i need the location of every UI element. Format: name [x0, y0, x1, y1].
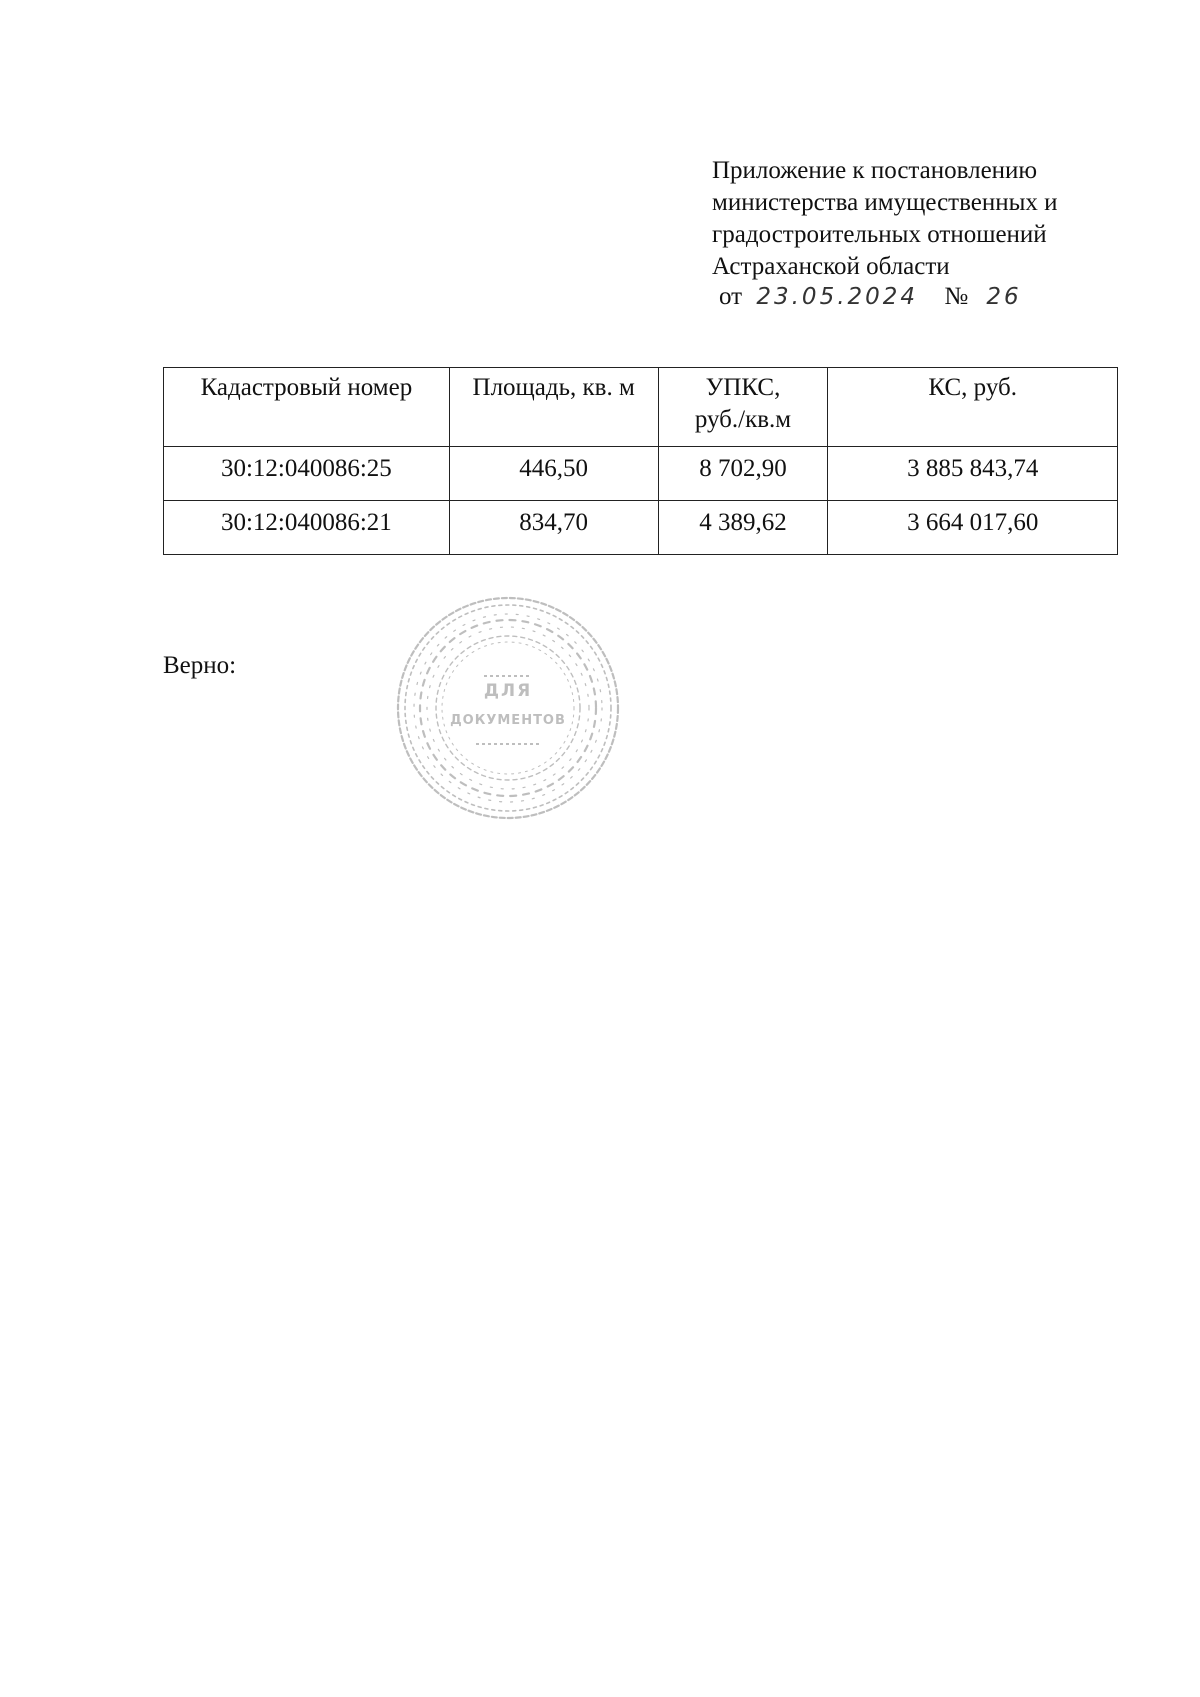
- handwritten-number: 26: [986, 284, 1022, 310]
- header-upks-line-2: руб./кв.м: [694, 406, 792, 433]
- cell-upks: 8 702,90: [658, 447, 828, 501]
- header-upks: [658, 368, 828, 447]
- number-sign: №: [944, 283, 969, 310]
- date-prefix: от: [719, 283, 743, 310]
- table-body: [164, 447, 1118, 555]
- svg-text:ДОКУМЕНТОВ: ДОКУМЕНТОВ: [450, 713, 566, 728]
- table-row: [164, 501, 1118, 555]
- table-header-row: [164, 368, 1118, 447]
- header-line-1: Приложение к постановлению: [712, 157, 1038, 184]
- cell-upks: 4 389,62: [658, 501, 828, 555]
- header-area: Площадь, кв. м: [449, 368, 658, 447]
- handwritten-date: 23.05.2024: [756, 284, 919, 310]
- table-header: [164, 368, 1118, 447]
- header-ks: КС, руб.: [828, 368, 1118, 447]
- header-line-3: градостроительных отношений: [712, 221, 1047, 248]
- cell-cadastral-number: 30:12:040086:21: [164, 501, 450, 555]
- cadastral-value-table: [163, 367, 1118, 555]
- cell-ks: 3 664 017,60: [828, 501, 1118, 555]
- appendix-header: [712, 155, 1152, 313]
- cell-cadastral-number: 30:12:040086:25: [164, 447, 450, 501]
- date-number-line: [719, 281, 1152, 313]
- certification-label: Верно:: [163, 652, 237, 679]
- svg-text:ДЛЯ: ДЛЯ: [483, 681, 533, 701]
- header-upks-line-1: УПКС,: [705, 374, 781, 401]
- header-line-4: Астраханской области: [712, 253, 950, 280]
- cell-ks: 3 885 843,74: [828, 447, 1118, 501]
- header-line-2: министерства имущественных и: [712, 189, 1058, 216]
- round-seal-stamp-icon: [392, 592, 624, 824]
- header-cadastral-number: Кадастровый номер: [164, 368, 450, 447]
- table-row: [164, 447, 1118, 501]
- cell-area: 834,70: [449, 501, 658, 555]
- cell-area: 446,50: [449, 447, 658, 501]
